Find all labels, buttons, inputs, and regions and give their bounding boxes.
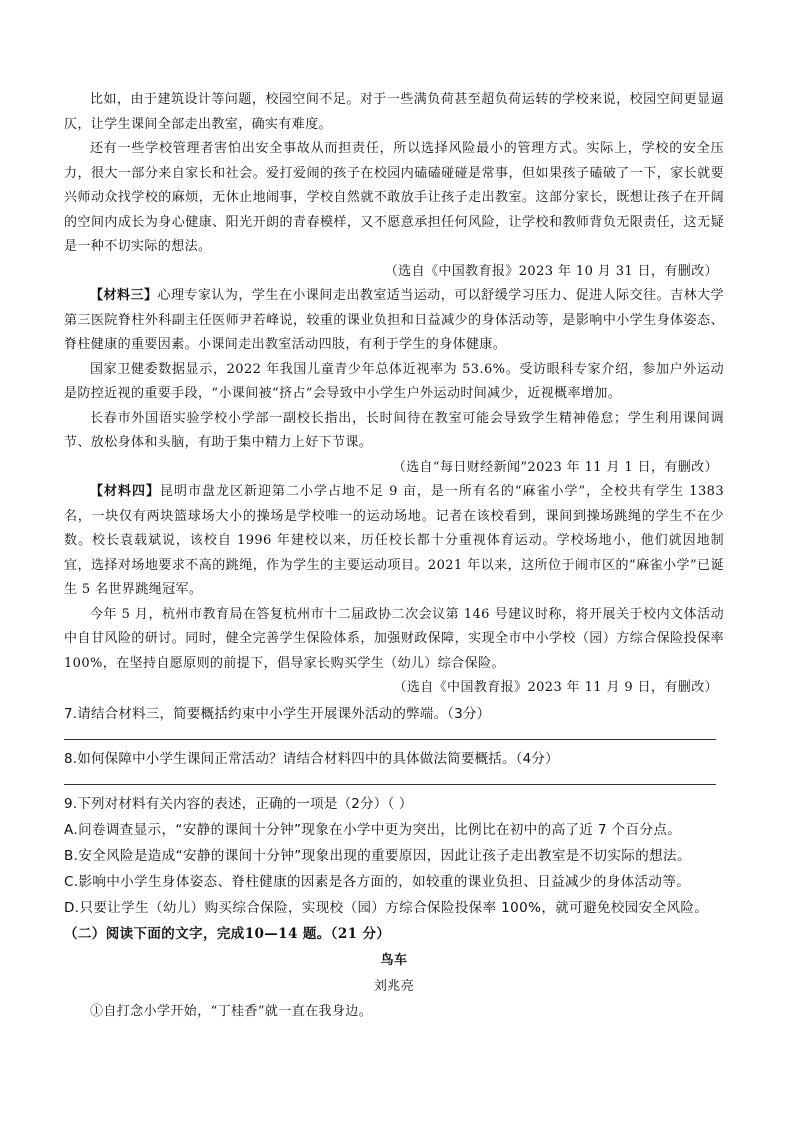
material-3-paragraph-1 [64, 284, 724, 358]
question-9-option-a: A.问卷调查显示，“安静的课间十分钟”现象在小学中更为突出，比例比在初中的高了近 7 个百分点。 [64, 821, 682, 838]
material-4-paragraph-2: 今年 5 月，杭州市教育局在答复杭州市十二届政协二次会议第 146 号建议时称，将开展关于校内文体活动中自甘风险的研讨。同时，健全完善学生保险体系，加强财政保障，实现全市中小学校（园）方综合保险投保率 100%，在坚持自愿原则的前提下，倡导家长购买学生（幼儿）综合保险。 [64, 606, 724, 671]
story-author: 刘兆亮 [373, 979, 415, 994]
question-9-option-c: C.影响中小学生身体姿态、脊柱健康的因素是各方面的，如较重的课业负担、日益减少的身体活动等。 [64, 873, 691, 890]
document-page [64, 88, 724, 1024]
source-citation-3: （选自《中国教育报》2023 年 11 月 9 日，有删改） [393, 680, 718, 695]
question-7: 7.请结合材料三，简要概括约束中小学生开展课外活动的弊端。（3分） [64, 705, 491, 722]
material-4-paragraph-1 [64, 480, 724, 603]
answer-line-7[interactable] [64, 727, 716, 740]
section-2-heading: （二）阅读下面的文字，完成10—14 题。（21 分） [64, 925, 391, 942]
source-citation-2: （选自“每日财经新闻”2023 年 11 月 1 日，有删改） [392, 459, 718, 475]
answer-line-8[interactable] [64, 772, 716, 785]
question-8: 8.如何保障中小学生课间正常活动？请结合材料四中的具体做法简要概括。（4分） [64, 750, 559, 767]
material-4-text-1: 昆明市盘龙区新迎第二小学占地不足 9 亩，是一所有名的“麻雀小学”，全校共有学生 1383 名，一块仅有两块篮球场大小的操场是学校唯一的运动场地。记者在该校看到，课间到操场跳绳的学生不在少数。校长袁载斌说，该校自 1996 年建校以来，历任校长都十分重视体育运动。学校场地小，他们就因地制宜，选择对场地要求不高的跳绳，作为学生的主要运动项目。2021 年以来，这所位于闹市区的“麻雀小学”已诞生 5 名世界跳绳冠军。 [64, 484, 724, 597]
material-3-paragraph-3: 长春市外国语实验学校小学部一副校长指出，长时间待在教室可能会导致学生精神倦怠；学生利用课间调节、放松身体和头脑，有助于集中精力上好下节课。 [64, 410, 724, 450]
question-9: 9.下列对材料有关内容的表述，正确的一项是（2分）（ ） [64, 795, 413, 812]
material-4-label: 【材料四】 [90, 484, 160, 499]
passage-paragraph-2: 还有一些学校管理者害怕出安全事故从而担责任，所以选择风险最小的管理方式。实际上，学校的安全压力，很大一部分来自家长和社会。爱打爱闹的孩子在校园内磕磕碰碰是常事，但如果孩子磕破了一下，家长就要兴师动众找学校的麻烦，无休止地闹事，学校自然就不敢放手让孩子走出教室。这部分家长，既想让孩子在开阔的空间内成长为身心健康、阳光开朗的青春模样，又不愿意承担任何风险，让学校和教师背负无限责任，这无疑是一种不切实际的想法。 [64, 141, 724, 254]
question-9-option-b: B.安全风险是造成“安静的课间十分钟”现象出现的重要原因，因此让孩子走出教室是不切实际的想法。 [64, 847, 691, 864]
source-citation-1: （选自《中国教育报》2023 年 10 月 31 日，有删改） [384, 263, 718, 279]
story-title: 鸟车 [380, 952, 408, 968]
material-3-label: 【材料三】 [90, 288, 158, 303]
material-3-text-1: 心理专家认为，学生在小课间走出教室适当运动，可以舒缓学习压力、促进人际交往。吉林大学第三医院脊柱外科副主任医师尹若峰说，较重的课业负担和日益减少的身体活动等，是影响中小学生身体姿态、脊柱健康的重要因素。小课间走出教室活动四肢，有利于学生的身体健康。 [64, 288, 724, 352]
material-3-paragraph-2: 国家卫健委数据显示，2022 年我国儿童青少年总体近视率为 53.6%。受访眼科专家介绍，参加户外运动是防控近视的重要手段，“小课间被“挤占”会导致中小学生户外运动时间减少，近视概率增加。 [64, 361, 724, 401]
question-9-option-d: D.只要让学生（幼儿）购买综合保险，实现校（园）方综合保险投保率 100%，就可避免校园安全风险。 [64, 899, 709, 916]
story-paragraph-1: ①自打念小学开始，“丁桂香”就一直在我身边。 [90, 1003, 373, 1019]
passage-paragraph-1: 比如，由于建筑设计等问题，校园空间不足。对于一些满负荷甚至超负荷运转的学校来说，校园空间更显逼仄，让学生课间全部走出教室，确实有难度。 [64, 92, 724, 132]
